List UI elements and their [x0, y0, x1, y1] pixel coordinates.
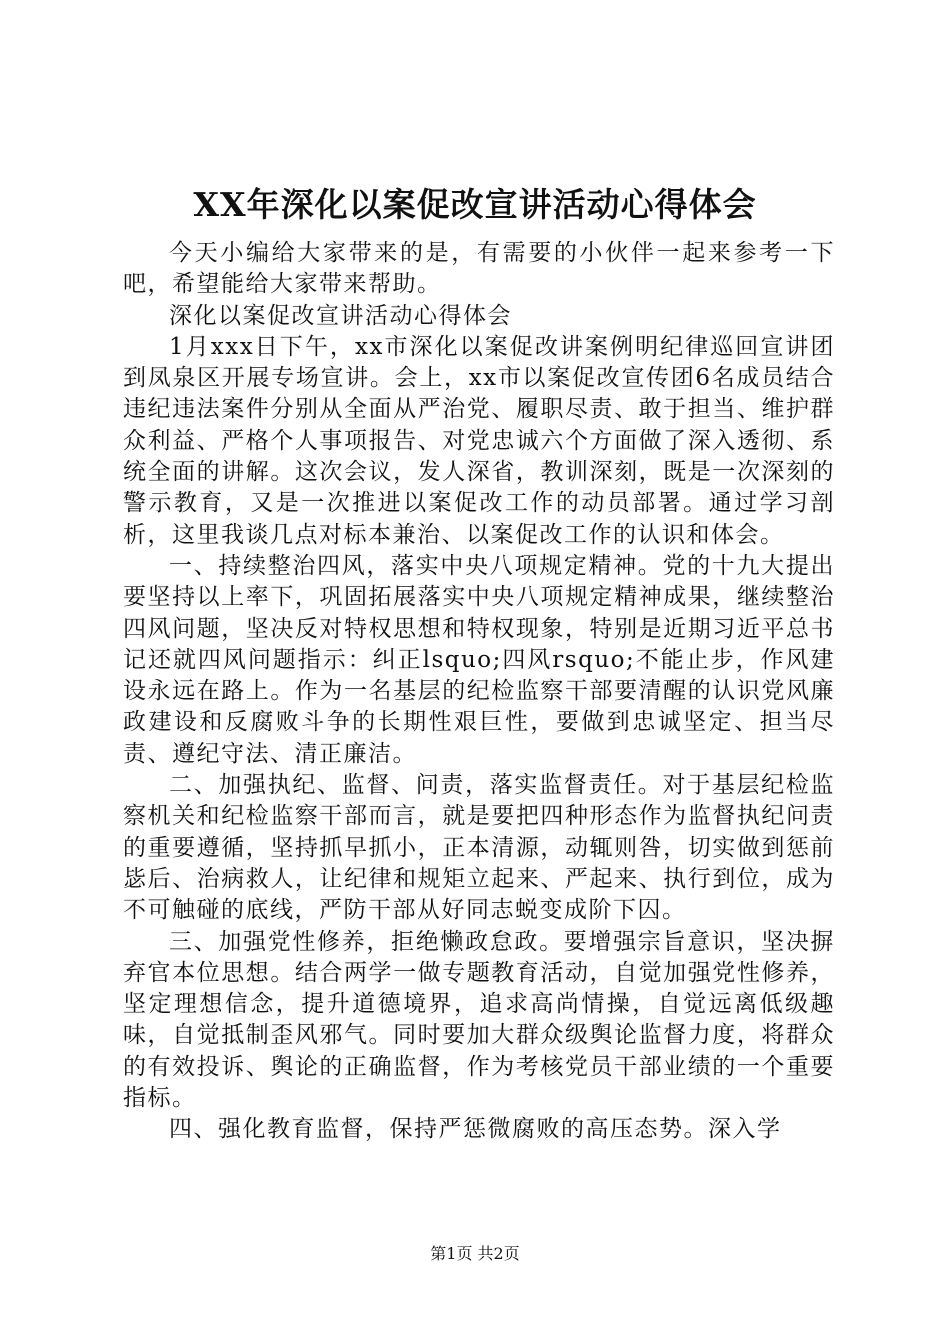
document-body	[123, 238, 835, 1146]
body-paragraph: 二、加强执纪、监督、问责，落实监督责任。对于基层纪检监察机关和纪检监察干部而言，就是要把四种形态作为监督执纪问责的重要遵循，坚持抓早抓小，正本清源，动辄则咎，切实做到惩前毖后、治病救人，让纪律和规矩立起来、严起来、执行到位，成为不可触碰的底线，严防干部从好同志蜕变成阶下囚。	[123, 772, 835, 924]
intro-paragraph: 今天小编给大家带来的是，有需要的小伙伴一起来参考一下吧，希望能给大家带来帮助。	[123, 240, 835, 298]
subtitle-paragraph: 深化以案促改宣讲活动心得体会	[169, 302, 512, 329]
body-paragraph: 四、强化教育监督，保持严惩微腐败的高压态势。深入学	[169, 1116, 782, 1143]
body-paragraph: 1月xxx日下午，xx市深化以案促改讲案例明纪律巡回宣讲团到凤泉区开展专场宣讲。会上，xx市以案促改宣传团6名成员结合违纪违法案件分别从全面从严治党、履职尽责、敢于担当、维护群众利益、严格个人事项报告、对党忠诚六个方面做了深入透彻、系统全面的讲解。这次会议，发人深省，教训深刻，既是一次深刻的警示教育，又是一次推进以案促改工作的动员部署。通过学习剖析，这里我谈几点对标本兼治、以案促改工作的认识和体会。	[123, 333, 835, 548]
page-number-footer: 第1页 共2页	[430, 1244, 520, 1263]
body-paragraph: 一、持续整治四风，落实中央八项规定精神。党的十九大提出要坚持以上率下，巩固拓展落实中央八项规定精神成果，继续整治四风问题，坚决反对特权思想和特权现象，特别是近期习近平总书记还就四风问题指示：纠正lsquo;四风rsquo;不能止步，作风建设永远在路上。作为一名基层的纪检监察干部要清醒的认识党风廉政建设和反腐败斗争的长期性艰巨性，要做到忠诚坚定、担当尽责、遵纪守法、清正廉洁。	[123, 552, 835, 767]
document-title: XX年深化以案促改宣讲活动心得体会	[193, 185, 757, 224]
body-paragraph: 三、加强党性修养，拒绝懒政怠政。要增强宗旨意识，坚决摒弃官本位思想。结合两学一做专题教育活动，自觉加强党性修养，坚定理想信念，提升道德境界，追求高尚情操，自觉远离低级趣味，自觉抵制歪风邪气。同时要加大群众级舆论监督力度，将群众的有效投诉、舆论的正确监督，作为考核党员干部业绩的一个重要指标。	[123, 928, 835, 1112]
